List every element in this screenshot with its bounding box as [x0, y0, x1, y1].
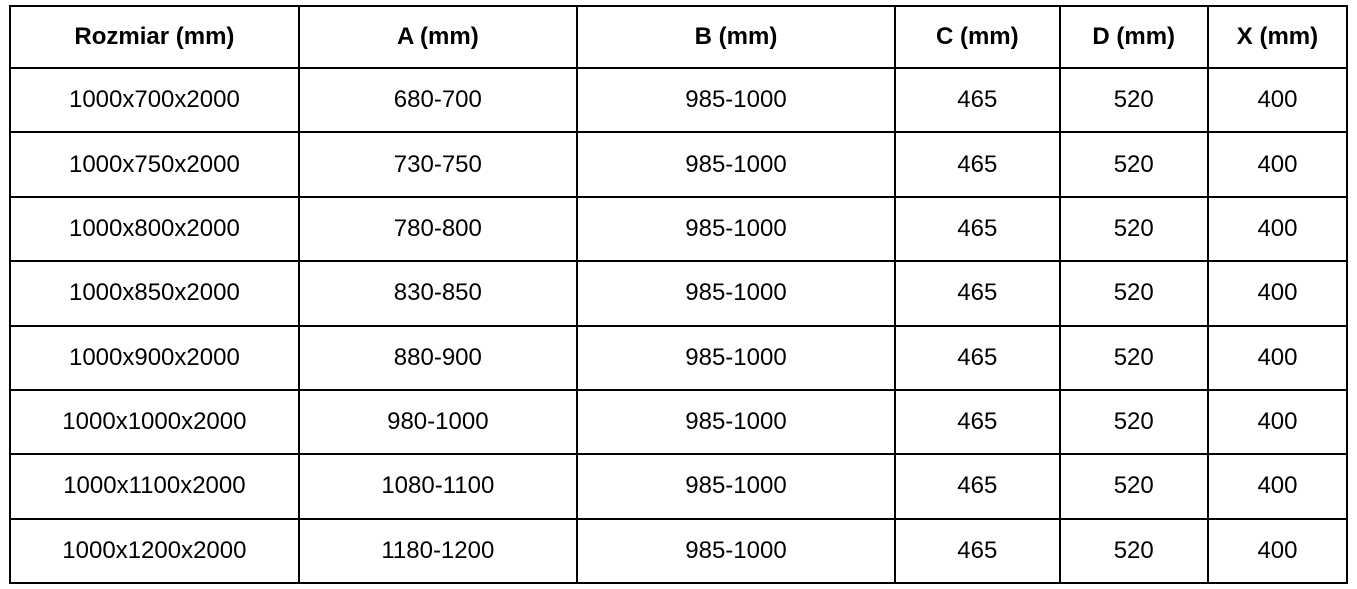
cell-b: 985-1000 — [577, 197, 895, 261]
cell-d: 520 — [1060, 68, 1208, 132]
cell-b: 985-1000 — [577, 68, 895, 132]
cell-d: 520 — [1060, 261, 1208, 325]
cell-rozmiar: 1000x850x2000 — [10, 261, 299, 325]
cell-d: 520 — [1060, 454, 1208, 518]
header-b: B (mm) — [577, 6, 895, 68]
cell-a: 730-750 — [299, 132, 577, 196]
cell-b: 985-1000 — [577, 454, 895, 518]
table-row — [10, 197, 1347, 261]
table-row — [10, 132, 1347, 196]
cell-c: 465 — [895, 197, 1059, 261]
cell-c: 465 — [895, 261, 1059, 325]
cell-d: 520 — [1060, 519, 1208, 583]
cell-rozmiar: 1000x800x2000 — [10, 197, 299, 261]
header-c: C (mm) — [895, 6, 1059, 68]
cell-d: 520 — [1060, 390, 1208, 454]
cell-x: 400 — [1208, 261, 1347, 325]
cell-x: 400 — [1208, 390, 1347, 454]
table-header-row — [10, 6, 1347, 68]
table-row — [10, 390, 1347, 454]
cell-b: 985-1000 — [577, 261, 895, 325]
cell-x: 400 — [1208, 68, 1347, 132]
header-d: D (mm) — [1060, 6, 1208, 68]
cell-x: 400 — [1208, 132, 1347, 196]
cell-a: 780-800 — [299, 197, 577, 261]
cell-b: 985-1000 — [577, 390, 895, 454]
size-spec-table — [9, 5, 1348, 584]
table-row — [10, 261, 1347, 325]
table-body — [10, 68, 1347, 583]
cell-c: 465 — [895, 454, 1059, 518]
table-row — [10, 326, 1347, 390]
cell-b: 985-1000 — [577, 519, 895, 583]
header-a: A (mm) — [299, 6, 577, 68]
cell-a: 680-700 — [299, 68, 577, 132]
table-row — [10, 68, 1347, 132]
header-x: X (mm) — [1208, 6, 1347, 68]
cell-d: 520 — [1060, 132, 1208, 196]
cell-rozmiar: 1000x750x2000 — [10, 132, 299, 196]
cell-x: 400 — [1208, 197, 1347, 261]
cell-b: 985-1000 — [577, 326, 895, 390]
cell-rozmiar: 1000x1100x2000 — [10, 454, 299, 518]
cell-c: 465 — [895, 326, 1059, 390]
cell-a: 880-900 — [299, 326, 577, 390]
cell-c: 465 — [895, 390, 1059, 454]
cell-a: 830-850 — [299, 261, 577, 325]
cell-rozmiar: 1000x700x2000 — [10, 68, 299, 132]
table-row — [10, 519, 1347, 583]
cell-a: 1180-1200 — [299, 519, 577, 583]
cell-c: 465 — [895, 68, 1059, 132]
cell-rozmiar: 1000x1200x2000 — [10, 519, 299, 583]
cell-c: 465 — [895, 132, 1059, 196]
size-spec-table-container — [9, 5, 1348, 584]
header-rozmiar: Rozmiar (mm) — [10, 6, 299, 68]
cell-rozmiar: 1000x1000x2000 — [10, 390, 299, 454]
cell-d: 520 — [1060, 326, 1208, 390]
cell-a: 1080-1100 — [299, 454, 577, 518]
cell-rozmiar: 1000x900x2000 — [10, 326, 299, 390]
table-row — [10, 6, 1347, 68]
cell-x: 400 — [1208, 326, 1347, 390]
table-row — [10, 454, 1347, 518]
cell-x: 400 — [1208, 454, 1347, 518]
cell-d: 520 — [1060, 197, 1208, 261]
cell-x: 400 — [1208, 519, 1347, 583]
cell-c: 465 — [895, 519, 1059, 583]
cell-a: 980-1000 — [299, 390, 577, 454]
cell-b: 985-1000 — [577, 132, 895, 196]
